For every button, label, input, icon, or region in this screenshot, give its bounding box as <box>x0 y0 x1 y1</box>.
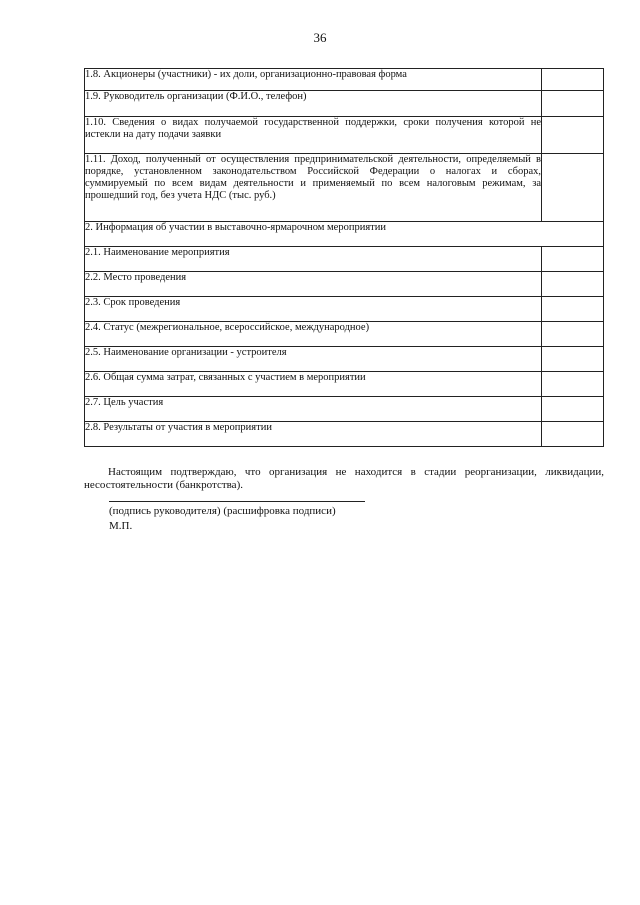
form-row-value-cell[interactable] <box>542 422 604 447</box>
form-row <box>85 117 604 154</box>
form-row-value-cell[interactable] <box>542 297 604 322</box>
form-row-label: 2.6. Общая сумма затрат, связанных с участием в мероприятии <box>85 372 542 397</box>
form-row-value-cell[interactable] <box>542 372 604 397</box>
form-row-label: 1.10. Сведения о видах получаемой государственной поддержки, сроки получения которой не истекли на дату подачи заявки <box>85 117 542 154</box>
form-row-label: 1.11. Доход, полученный от осуществления предпринимательской деятельности, определяемый в порядке, установленном законодательством Российской Федерации о налогах и сборах, суммируемый по всем видам деятельности и применяемый по всем налоговым режимам, за прошедший год, без учета НДС (тыс. руб.) <box>85 154 542 222</box>
form-row-value-cell[interactable] <box>542 272 604 297</box>
form-row <box>85 222 604 247</box>
form-row-label: 2.2. Место проведения <box>85 272 542 297</box>
form-row-value-cell[interactable] <box>542 397 604 422</box>
form-row-value-cell[interactable] <box>542 247 604 272</box>
form-row <box>85 154 604 222</box>
form-row-label: 2.4. Статус (межрегиональное, всероссийское, международное) <box>85 322 542 347</box>
form-row <box>85 247 604 272</box>
form-row-value-cell[interactable] <box>542 69 604 91</box>
form-row-value-cell[interactable] <box>542 347 604 372</box>
signature-caption: (подпись руководителя) (расшифровка подписи) <box>109 505 336 517</box>
form-table-body <box>85 69 604 447</box>
form-row <box>85 69 604 91</box>
form-row <box>85 272 604 297</box>
signature-line[interactable] <box>109 501 365 502</box>
form-row <box>85 297 604 322</box>
form-row-value-cell[interactable] <box>542 154 604 222</box>
form-row <box>85 397 604 422</box>
form-row-label: 2.5. Наименование организации - устроителя <box>85 347 542 372</box>
form-row <box>85 322 604 347</box>
form-row-value-cell[interactable] <box>542 91 604 117</box>
form-row-value-cell[interactable] <box>542 117 604 154</box>
form-row <box>85 422 604 447</box>
application-form-table <box>84 68 604 447</box>
form-row-label: 2.3. Срок проведения <box>85 297 542 322</box>
form-row-label: 2. Информация об участии в выставочно-ярмарочном мероприятии <box>85 222 604 247</box>
form-row-value-cell[interactable] <box>542 322 604 347</box>
form-row <box>85 347 604 372</box>
stamp-label: М.П. <box>109 520 133 532</box>
form-row-label: 2.7. Цель участия <box>85 397 542 422</box>
form-row <box>85 91 604 117</box>
form-row <box>85 372 604 397</box>
form-row-label: 2.1. Наименование мероприятия <box>85 247 542 272</box>
form-row-label: 2.8. Результаты от участия в мероприятии <box>85 422 542 447</box>
page-number: 36 <box>313 30 327 45</box>
form-row-label: 1.8. Акционеры (участники) - их доли, организационно-правовая форма <box>85 69 542 91</box>
confirmation-statement: Настоящим подтверждаю, что организация не находится в стадии реорганизации, ликвидации, несостоятельности (банкротства). <box>84 466 604 491</box>
form-row-label: 1.9. Руководитель организации (Ф.И.О., телефон) <box>85 91 542 117</box>
